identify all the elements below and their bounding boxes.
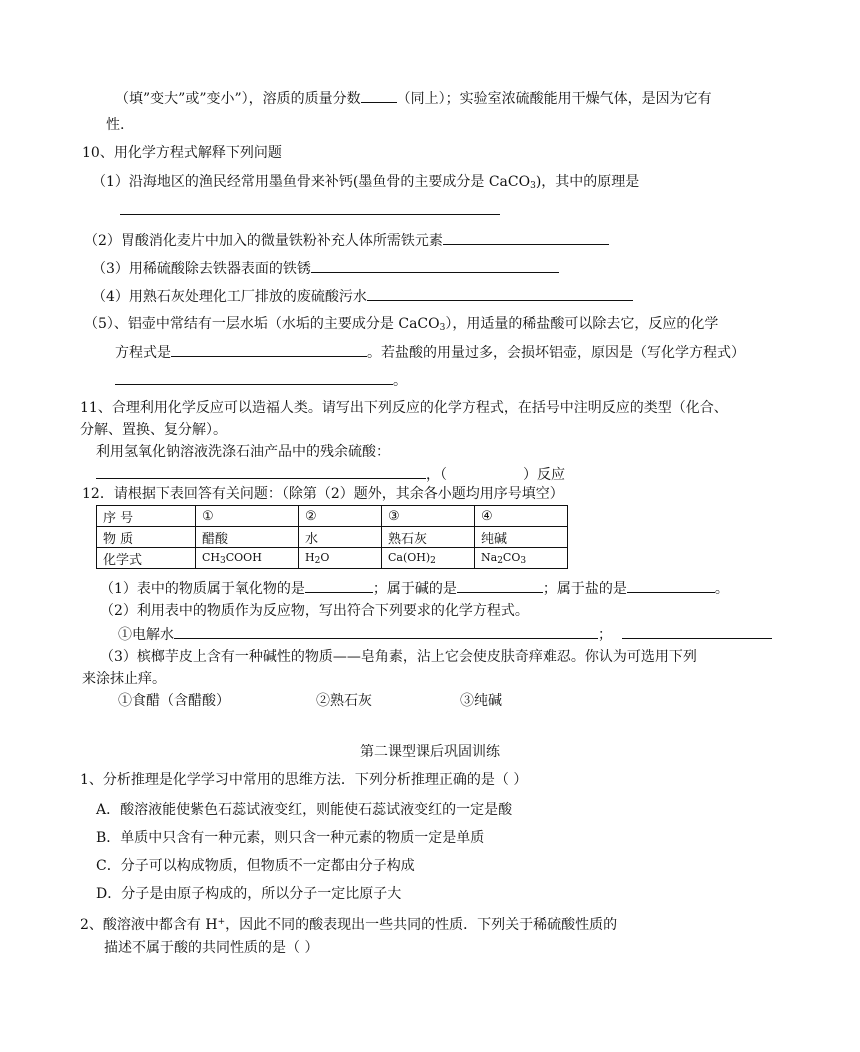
q12-s1 <box>100 578 729 599</box>
text: （3）用稀硫酸除去铁器表面的铁锈 <box>92 261 311 277</box>
q12-s2-i <box>118 624 772 645</box>
text: ①电解水 <box>118 627 174 643</box>
mc1-option-d[interactable]: D．分子是由原子构成的，所以分子一定比原子大 <box>96 886 402 902</box>
blank[interactable] <box>174 624 598 639</box>
table-cell: ① <box>196 506 299 527</box>
table-cell: 醋酸 <box>196 527 299 548</box>
table-cell: ② <box>299 506 382 527</box>
table-cell: 化学式 <box>97 548 196 569</box>
mc1-stem: 1、分析推理是化学学习中常用的思维方法．下列分析推理正确的是（ ） <box>80 772 528 788</box>
para-line: 性. <box>106 117 125 133</box>
blank[interactable] <box>96 464 426 479</box>
mc1-option-b[interactable]: B．单质中只含有一种元素，则只含一种元素的物质一定是单质 <box>96 830 485 846</box>
text: （4）用熟石灰处理化工厂排放的废硫酸污水 <box>92 289 367 305</box>
table-cell: 熟石灰 <box>382 527 475 548</box>
text: （2）胃酸消化麦片中加入的微量铁粉补充人体所需铁元素 <box>84 233 443 249</box>
table-cell: 序 号 <box>97 506 196 527</box>
q12-option-2: ②熟石灰 <box>316 693 372 709</box>
text: （同上）；实验室浓硫酸能用干燥气体，是因为它有 <box>396 91 712 107</box>
blank[interactable] <box>115 370 393 385</box>
text: ；属于碱的是 <box>372 581 457 597</box>
q12-s3-b: 来涂抹止痒。 <box>82 671 166 687</box>
superscript: + <box>217 917 226 927</box>
blank[interactable] <box>361 88 397 103</box>
blank[interactable] <box>171 342 367 357</box>
table-row <box>97 548 568 569</box>
table-cell: ④ <box>475 506 568 527</box>
text: )，其中的原理是 <box>535 174 640 190</box>
formula-water: $H_2O$ <box>299 548 382 569</box>
text: 2、酸溶液中都含有 H <box>80 917 218 933</box>
question-12-title: 12．请根据下表回答有关问题：（除第（2）题外，其余各小题均用序号填空） <box>82 486 564 502</box>
formula-acetic-acid: $CH_3COOH$ <box>196 548 299 569</box>
text: 。 <box>714 581 729 597</box>
table-row <box>97 506 568 527</box>
table-cell: 纯碱 <box>475 527 568 548</box>
text: 方程式是 <box>115 345 171 361</box>
text: ，因此不同的酸表现出一些共同的性质．下列关于稀硫酸性质的 <box>225 917 618 933</box>
text: （1）沿海地区的渔民经常用墨鱼骨来补钙(墨鱼骨的主要成分是 CaCO <box>92 174 531 190</box>
mc2-stem2: 描述不属于酸的共同性质的是（ ） <box>104 940 319 956</box>
blank[interactable] <box>457 578 543 593</box>
mc1-option-a[interactable]: A．酸溶液能使紫色石蕊试液变红，则能使石蕊试液变红的一定是酸 <box>96 802 513 818</box>
q10-s1-answer[interactable] <box>120 200 500 221</box>
q12-s3: （3）槟榔芋皮上含有一种碱性的物质——皂角素，沾上它会使皮肤奇痒难忍。你认为可选用下列 <box>100 649 697 665</box>
subscript: 3 <box>439 323 446 333</box>
text: （5）、铝壶中常结有一层水垢（水垢的主要成分是 CaCO <box>84 316 440 332</box>
q10-s4 <box>92 286 633 307</box>
q10-s5 <box>84 314 718 338</box>
q11-line: 利用氢氧化钠溶液洗涤石油产品中的残余硫酸： <box>96 444 390 460</box>
q11-answer <box>96 464 565 485</box>
blank[interactable] <box>120 200 500 215</box>
text: ）反应 <box>523 467 565 483</box>
formula-soda-ash: $Na_2CO_3$ <box>475 548 568 569</box>
q10-s5-line2 <box>115 342 745 363</box>
text: 。若盐酸的用量过多，会损坏铝壶，原因是（写化学方程式） <box>367 345 745 361</box>
question-11-title2: 分解、置换、复分解）。 <box>80 422 227 438</box>
blank[interactable] <box>311 258 559 273</box>
substance-table <box>96 505 568 569</box>
q10-s3 <box>92 258 559 279</box>
text: ；属于盐的是 <box>542 581 627 597</box>
q10-s1 <box>92 172 639 196</box>
subscript: 3 <box>530 181 536 191</box>
blank[interactable] <box>622 624 772 639</box>
blank[interactable] <box>627 578 715 593</box>
q12-option-3: ③纯碱 <box>460 693 502 709</box>
text: ，（ <box>426 467 447 483</box>
q10-s2 <box>84 230 609 251</box>
blank[interactable] <box>305 578 373 593</box>
q12-s2: （2）利用表中的物质作为反应物，写出符合下列要求的化学方程式。 <box>100 603 529 619</box>
para-line <box>115 88 712 109</box>
table-cell: 水 <box>299 527 382 548</box>
table-row <box>97 527 568 548</box>
text: ； <box>598 627 612 643</box>
blank[interactable] <box>443 230 609 245</box>
mc2-stem <box>80 912 617 935</box>
text: ），用适量的稀盐酸可以除去它，反应的化学 <box>445 316 719 332</box>
q12-option-1: ①食醋（含醋酸） <box>118 693 230 709</box>
text: 。 <box>393 373 407 389</box>
blank[interactable] <box>367 286 633 301</box>
table-cell: ③ <box>382 506 475 527</box>
text: （1）表中的物质属于氧化物的是 <box>100 581 305 597</box>
formula-slaked-lime: $Ca(OH)_2$ <box>382 548 475 569</box>
mc1-option-c[interactable]: C．分子可以构成物质，但物质不一定都由分子构成 <box>96 858 415 874</box>
question-11-title: 11、合理利用化学反应可以造福人类。请写出下列反应的化学方程式，在括号中注明反应的类型（化合、 <box>80 400 728 416</box>
question-10-title: 10、用化学方程式解释下列问题 <box>82 145 282 161</box>
table-cell: 物 质 <box>97 527 196 548</box>
section-title: 第二课型课后巩固训练 <box>360 744 500 760</box>
text: （填”变大”或”变小”），溶质的质量分数 <box>115 91 361 107</box>
q10-s5-line3 <box>115 370 407 391</box>
